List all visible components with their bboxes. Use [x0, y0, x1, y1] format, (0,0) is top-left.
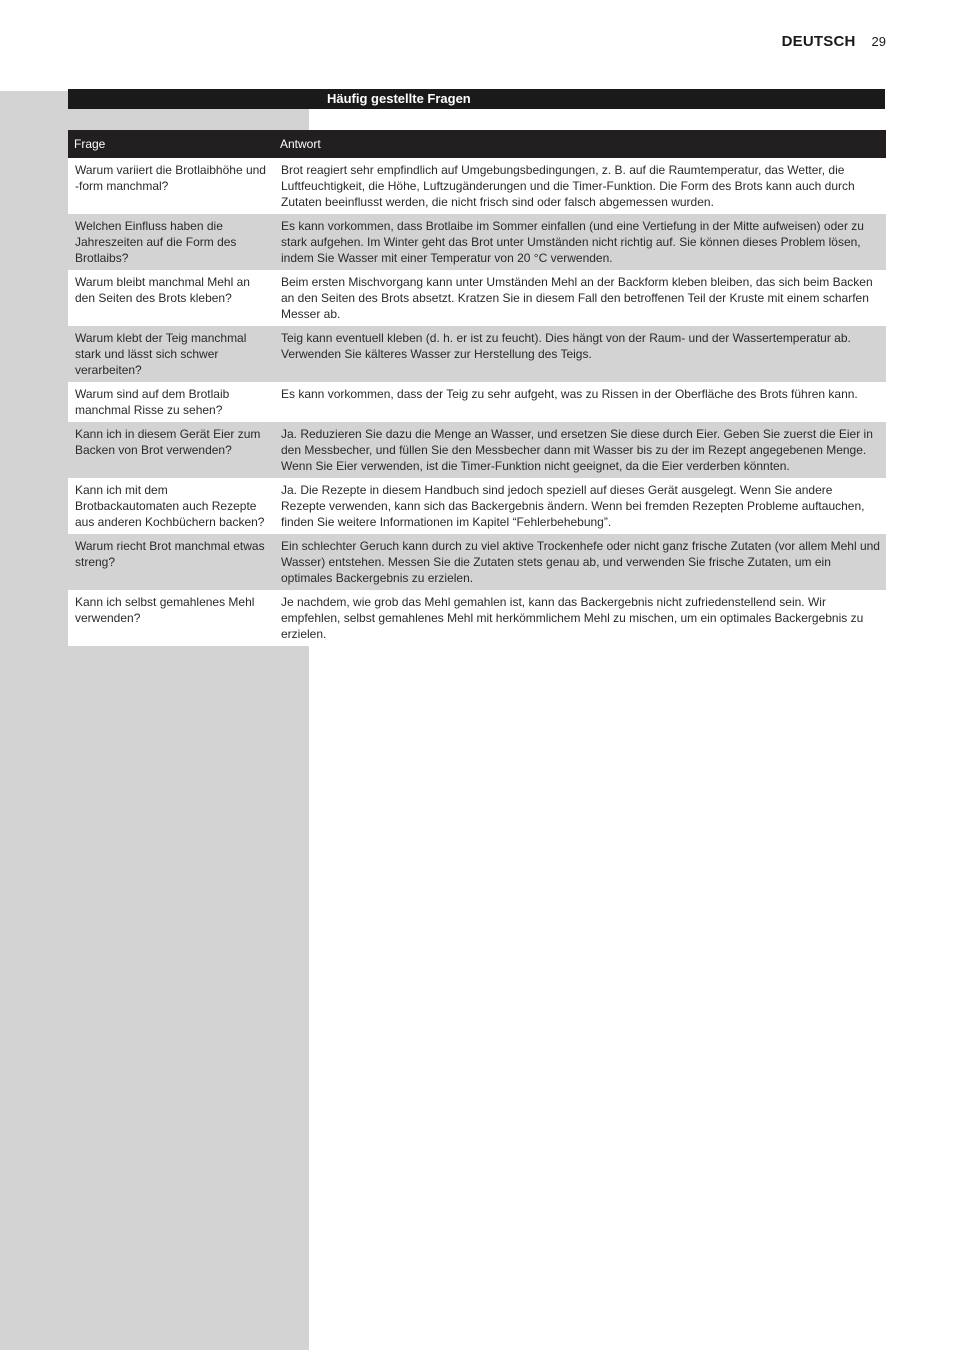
- faq-question: Kann ich selbst gemahlenes Mehl verwenden?: [68, 590, 274, 646]
- faq-answer: Brot reagiert sehr empfindlich auf Umgebungsbedingungen, z. B. auf die Raumtemperatur, das Wetter, die Luftfeuchtigkeit, die Höhe, Luftzugänderungen und die Timer-Funktion. Die Form des Brots kann auch durch Zutaten beeinflusst werden, die nicht frisch sind oder falsch abgemessen wurden.: [274, 158, 886, 214]
- faq-row: [68, 382, 886, 422]
- faq-answer: Beim ersten Mischvorgang kann unter Umständen Mehl an der Backform kleben bleiben, das sich beim Backen an den Seiten des Brots absetzt. Kratzen Sie in diesem Fall den betroffenen Teil der Kruste mit einem scharfen Messer ab.: [274, 270, 886, 326]
- faq-question: Welchen Einfluss haben die Jahreszeiten auf die Form des Brotlaibs?: [68, 214, 274, 270]
- faq-answer: Teig kann eventuell kleben (d. h. er ist zu feucht). Dies hängt von der Raum- und der Wassertemperatur ab. Verwenden Sie kälteres Wasser zur Herstellung des Teigs.: [274, 326, 886, 382]
- faq-row: [68, 214, 886, 270]
- faq-row: [68, 158, 886, 214]
- faq-answer: Je nachdem, wie grob das Mehl gemahlen ist, kann das Backergebnis nicht zufriedenstellend sein. Wir empfehlen, selbst gemahlenes Mehl mit herkömmlichem Mehl zu mischen, um ein optimales Backergebnis zu erzielen.: [274, 590, 886, 646]
- faq-question: Warum bleibt manchmal Mehl an den Seiten des Brots kleben?: [68, 270, 274, 326]
- faq-row: [68, 534, 886, 590]
- section-title-bar: [68, 89, 885, 109]
- language-label: DEUTSCH: [781, 33, 856, 50]
- column-header-question: Frage: [68, 130, 274, 158]
- faq-row: [68, 478, 886, 534]
- faq-row: [68, 590, 886, 646]
- faq-question: Kann ich mit dem Brotbackautomaten auch Rezepte aus anderen Kochbüchern backen?: [68, 478, 274, 534]
- faq-answer: Es kann vorkommen, dass der Teig zu sehr aufgeht, was zu Rissen in der Oberfläche des Brots führen kann.: [274, 382, 886, 422]
- faq-header-row: [68, 130, 886, 158]
- column-header-answer: Antwort: [274, 130, 886, 158]
- faq-answer: Ja. Die Rezepte in diesem Handbuch sind jedoch speziell auf dieses Gerät ausgelegt. Wenn Sie andere Rezepte verwenden, kann sich das Backergebnis ändern. Wenn bei fremden Rezepten Probleme auftauchen, finden Sie weitere Informationen im Kapitel “Fehlerbehebung”.: [274, 478, 886, 534]
- faq-question: Warum riecht Brot manchmal etwas streng?: [68, 534, 274, 590]
- faq-question: Warum sind auf dem Brotlaib manchmal Risse zu sehen?: [68, 382, 274, 422]
- faq-question: Kann ich in diesem Gerät Eier zum Backen von Brot verwenden?: [68, 422, 274, 478]
- faq-row: [68, 326, 886, 382]
- faq-answer: Ja. Reduzieren Sie dazu die Menge an Wasser, und ersetzen Sie diese durch Eier. Geben Sie zuerst die Eier in den Messbecher, und füllen Sie den Messbecher dann mit Wasser bis zu der im Rezept angegebenen Menge. Wenn Sie Eier verwenden, ist die Timer-Funktion nicht geeignet, da die Eier verderben könnten.: [274, 422, 886, 478]
- faq-question: Warum klebt der Teig manchmal stark und lässt sich schwer verarbeiten?: [68, 326, 274, 382]
- faq-question: Warum variiert die Brotlaibhöhe und -form manchmal?: [68, 158, 274, 214]
- faq-answer: Es kann vorkommen, dass Brotlaibe im Sommer einfallen (und eine Vertiefung in der Mitte aufweisen) oder zu stark aufgehen. Im Winter geht das Brot unter Umständen nicht richtig auf. Sie können dieses Problem lösen, indem Sie Wasser mit einer Temperatur von 20 °C verwenden.: [274, 214, 886, 270]
- faq-answer: Ein schlechter Geruch kann durch zu viel aktive Trockenhefe oder nicht ganz frische Zutaten (vor allem Mehl und Wasser) entstehen. Messen Sie die Zutaten stets genau ab, und verwenden Sie frische Zutaten, um ein optimales Backergebnis zu erzielen.: [274, 534, 886, 590]
- faq-row: [68, 422, 886, 478]
- faq-table: [68, 130, 886, 646]
- page-number: 29: [871, 34, 886, 49]
- section-title: Häufig gestellte Fragen: [327, 91, 471, 106]
- faq-row: [68, 270, 886, 326]
- page-header: [782, 33, 886, 50]
